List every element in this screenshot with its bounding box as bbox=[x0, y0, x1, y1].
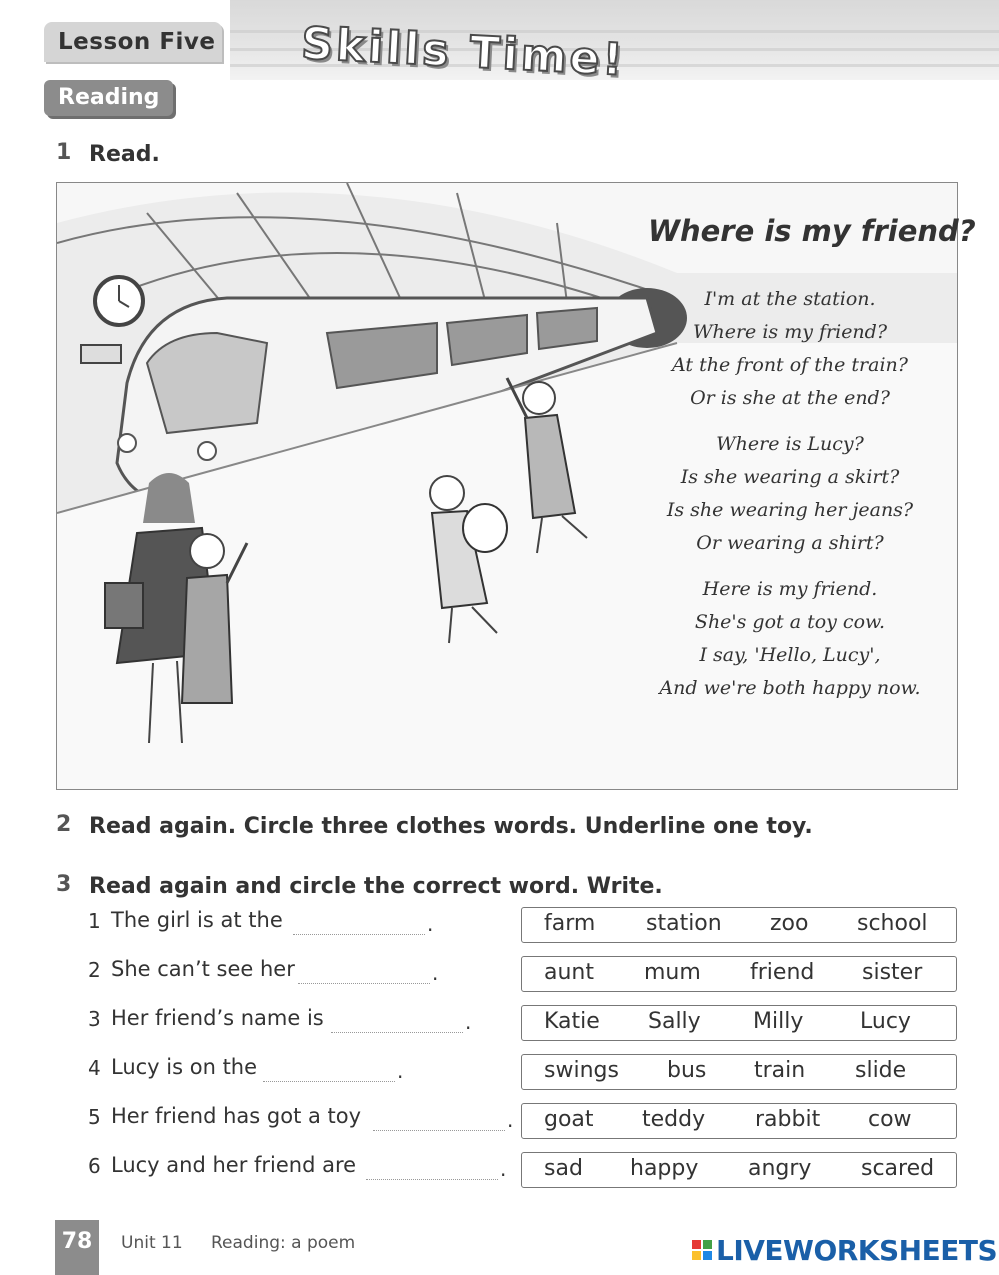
question-text: Her friend has got a toy bbox=[111, 1104, 362, 1128]
answer-blank[interactable] bbox=[373, 1129, 505, 1131]
option-word[interactable]: slide bbox=[855, 1058, 907, 1083]
option-word[interactable]: school bbox=[857, 911, 928, 936]
poem-line: Is she wearing a skirt? bbox=[680, 466, 900, 488]
lesson-tab: Lesson Five bbox=[44, 22, 222, 62]
poem-line: She's got a toy cow. bbox=[694, 611, 886, 633]
period: . bbox=[465, 1010, 472, 1034]
poem-line: And we're both happy now. bbox=[659, 677, 921, 699]
exercise-1-instruction: Read. bbox=[89, 142, 160, 167]
period: . bbox=[432, 961, 439, 985]
liveworksheets-logo-icon bbox=[692, 1240, 712, 1260]
page-number: 78 bbox=[55, 1220, 99, 1275]
period: . bbox=[427, 912, 434, 936]
option-word[interactable]: cow bbox=[868, 1107, 912, 1132]
option-word[interactable]: mum bbox=[644, 960, 701, 985]
answer-blank[interactable] bbox=[331, 1031, 463, 1033]
question-number: 1 bbox=[88, 909, 101, 933]
option-word[interactable]: sad bbox=[544, 1156, 583, 1181]
question-text: She can’t see her bbox=[111, 957, 295, 981]
question-number: 2 bbox=[88, 958, 101, 982]
option-word[interactable]: rabbit bbox=[755, 1107, 821, 1132]
options-box bbox=[521, 1054, 957, 1090]
question-text: Lucy is on the bbox=[111, 1055, 258, 1079]
answer-blank[interactable] bbox=[293, 933, 425, 935]
footer-topic: Reading: a poem bbox=[211, 1233, 356, 1253]
answer-blank[interactable] bbox=[263, 1080, 395, 1082]
option-word[interactable]: angry bbox=[748, 1156, 812, 1181]
option-word[interactable]: bus bbox=[667, 1058, 707, 1083]
option-word[interactable]: goat bbox=[544, 1107, 594, 1132]
answer-blank[interactable] bbox=[298, 982, 430, 984]
exercise-2-number: 2 bbox=[56, 812, 72, 837]
period: . bbox=[500, 1157, 507, 1181]
poem-line: I'm at the station. bbox=[704, 288, 876, 310]
poem-line: Where is my friend? bbox=[692, 321, 888, 343]
question-text: The girl is at the bbox=[111, 908, 283, 932]
option-word[interactable]: Katie bbox=[544, 1009, 600, 1034]
question-text: Her friend’s name is bbox=[111, 1006, 324, 1030]
option-word[interactable]: Sally bbox=[648, 1009, 701, 1034]
option-word[interactable]: scared bbox=[861, 1156, 935, 1181]
poem-line: At the front of the train? bbox=[672, 354, 908, 376]
option-word[interactable]: friend bbox=[750, 960, 815, 985]
exercise-2-instruction: Read again. Circle three clothes words. Underline one toy. bbox=[89, 814, 813, 839]
option-word[interactable]: happy bbox=[630, 1156, 699, 1181]
options-box bbox=[521, 1005, 957, 1041]
poem-line: I say, 'Hello, Lucy', bbox=[699, 644, 881, 666]
options-box bbox=[521, 1103, 957, 1139]
option-word[interactable]: station bbox=[646, 911, 722, 936]
options-box bbox=[521, 956, 957, 992]
options-box bbox=[521, 907, 957, 943]
question-number: 6 bbox=[88, 1154, 101, 1178]
option-word[interactable]: Milly bbox=[753, 1009, 804, 1034]
footer-unit: Unit 11 bbox=[121, 1233, 183, 1253]
poem-line: Or is she at the end? bbox=[690, 387, 890, 409]
question-number: 5 bbox=[88, 1105, 101, 1129]
question-number: 3 bbox=[88, 1007, 101, 1031]
period: . bbox=[507, 1108, 514, 1132]
option-word[interactable]: aunt bbox=[544, 960, 594, 985]
question-number: 4 bbox=[88, 1056, 101, 1080]
option-word[interactable]: swings bbox=[544, 1058, 619, 1083]
period: . bbox=[397, 1059, 404, 1083]
section-tab: Reading bbox=[44, 80, 173, 116]
question-text: Lucy and her friend are bbox=[111, 1153, 357, 1177]
page-title: Skills Time! bbox=[300, 18, 627, 86]
poem-line: Or wearing a shirt? bbox=[696, 532, 884, 554]
option-word[interactable]: farm bbox=[544, 911, 596, 936]
options-box bbox=[521, 1152, 957, 1188]
option-word[interactable]: sister bbox=[862, 960, 923, 985]
option-word[interactable]: train bbox=[754, 1058, 806, 1083]
option-word[interactable]: Lucy bbox=[860, 1009, 911, 1034]
exercise-1-number: 1 bbox=[56, 140, 72, 165]
option-word[interactable]: teddy bbox=[642, 1107, 706, 1132]
exercise-3-number: 3 bbox=[56, 872, 72, 897]
poem-title: Where is my friend? bbox=[648, 214, 976, 248]
option-word[interactable]: zoo bbox=[770, 911, 809, 936]
poem-line: Here is my friend. bbox=[702, 578, 878, 600]
liveworksheets-logo[interactable]: LIVEWORKSHEETS bbox=[716, 1234, 998, 1267]
exercise-3-instruction: Read again and circle the correct word. Write. bbox=[89, 874, 663, 899]
answer-blank[interactable] bbox=[366, 1178, 498, 1180]
poem-line: Where is Lucy? bbox=[716, 433, 864, 455]
poem-line: Is she wearing her jeans? bbox=[666, 499, 914, 521]
